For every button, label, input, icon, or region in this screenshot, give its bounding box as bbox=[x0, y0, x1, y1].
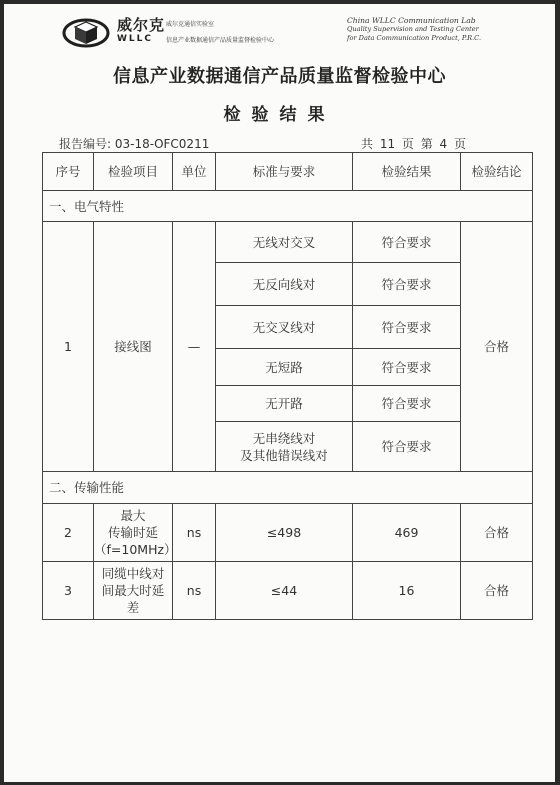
cell-result: 符合要求 bbox=[353, 422, 461, 472]
cell-unit: ns bbox=[173, 504, 216, 562]
cell-requirement: ≤44 bbox=[216, 562, 353, 620]
cell-result: 符合要求 bbox=[353, 386, 461, 422]
brand-name-cn: 威尔克 bbox=[117, 16, 166, 34]
table-row bbox=[43, 504, 533, 562]
lab-en-line3: for Data Communication Product, P.R.C. bbox=[347, 34, 482, 42]
section-row bbox=[43, 191, 533, 222]
cell-requirement-line: 及其他错误线对 bbox=[240, 447, 328, 463]
cell-requirement: ≤498 bbox=[216, 504, 353, 562]
col-header-requirement: 标准与要求 bbox=[216, 153, 353, 191]
section-row bbox=[43, 472, 533, 504]
cell-unit: ns bbox=[173, 562, 216, 620]
cell-result: 符合要求 bbox=[353, 306, 461, 349]
cell-result: 469 bbox=[353, 504, 461, 562]
col-header-unit: 单位 bbox=[173, 153, 216, 191]
col-header-result: 检验结果 bbox=[353, 153, 461, 191]
brand-name-en: WLLC bbox=[117, 34, 154, 44]
section-title-transmission: 二、传输性能 bbox=[43, 472, 533, 504]
cell-result: 符合要求 bbox=[353, 222, 461, 263]
report-number bbox=[59, 135, 209, 152]
cell-conclusion: 合格 bbox=[461, 222, 533, 472]
cell-requirement: 无线对交叉 bbox=[216, 222, 353, 263]
cell-requirement-line: 无串绕线对 bbox=[252, 430, 316, 446]
lab-en-line1: China WLLC Communication Lab bbox=[347, 16, 476, 25]
cell-no: 3 bbox=[43, 562, 94, 620]
col-header-conclusion: 检验结论 bbox=[461, 153, 533, 191]
report-number-value: 03-18-OFC0211 bbox=[114, 137, 210, 151]
center-name-cn: 信息产业数据通信产品质量监督检验中心 bbox=[166, 37, 275, 44]
cell-requirement bbox=[216, 422, 353, 472]
cell-item bbox=[94, 562, 173, 620]
table-row bbox=[43, 562, 533, 620]
results-table bbox=[42, 152, 533, 620]
cell-no: 2 bbox=[43, 504, 94, 562]
document-title: 信息产业数据通信产品质量监督检验中心 bbox=[113, 66, 446, 87]
lab-name-cn: 威尔克通信实验室 bbox=[166, 21, 215, 28]
report-number-label: 报告编号: bbox=[59, 137, 112, 151]
cell-result: 符合要求 bbox=[353, 263, 461, 306]
document-page bbox=[4, 4, 555, 782]
cell-conclusion: 合格 bbox=[461, 504, 533, 562]
cell-result: 符合要求 bbox=[353, 349, 461, 386]
table-header-row bbox=[43, 153, 533, 191]
cell-requirement: 无开路 bbox=[216, 386, 353, 422]
page-info: 共 11 页 第 4 页 bbox=[361, 137, 466, 151]
cell-item-line: 传输时延 bbox=[107, 525, 158, 540]
lab-name-en bbox=[347, 16, 547, 43]
cell-no: 1 bbox=[43, 222, 94, 472]
cell-item-line: （f=10MHz） bbox=[94, 542, 177, 557]
cell-item-line: 间最大时延 bbox=[101, 583, 165, 598]
cell-item-line: 差 bbox=[126, 600, 140, 615]
cell-item: 接线图 bbox=[94, 222, 173, 472]
cell-item-line: 最大 bbox=[120, 508, 146, 523]
cell-requirement: 无反向线对 bbox=[216, 263, 353, 306]
lab-en-line2: Quality Supervision and Testing Center bbox=[347, 25, 479, 33]
cell-requirement: 无短路 bbox=[216, 349, 353, 386]
cell-conclusion: 合格 bbox=[461, 562, 533, 620]
table-row bbox=[43, 222, 533, 263]
col-header-no: 序号 bbox=[43, 153, 94, 191]
cell-item bbox=[94, 504, 177, 562]
cell-result: 16 bbox=[353, 562, 461, 620]
section-title-electrical: 一、电气特性 bbox=[43, 191, 533, 222]
cell-requirement: 无交叉线对 bbox=[216, 306, 353, 349]
cell-item-line: 同缆中线对 bbox=[101, 566, 165, 581]
cube-logo-icon bbox=[62, 17, 110, 49]
cell-unit: — bbox=[173, 222, 216, 472]
document-subtitle: 检验结果 bbox=[223, 105, 336, 125]
col-header-item: 检验项目 bbox=[94, 153, 173, 191]
